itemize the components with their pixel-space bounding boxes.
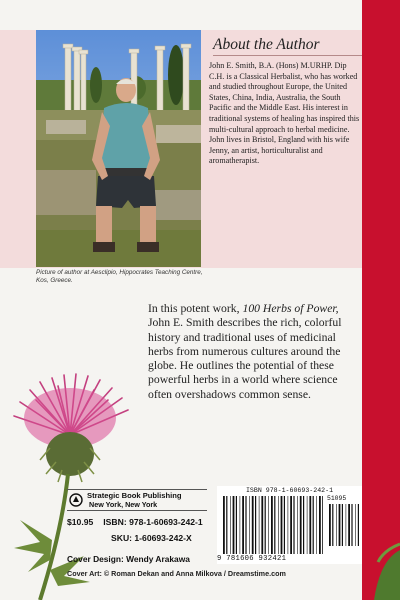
blurb-body: John E. Smith describes the rich, colorful history and traditional uses of medicinal herbs from numerous cultures around the globe. He outlines the potential of these powerful herbs in a world where science often overshadows common sense.	[148, 316, 342, 401]
book-title: 100 Herbs of Power,	[242, 302, 339, 315]
about-divider	[213, 55, 362, 56]
barcode-bars	[223, 496, 323, 554]
barcode-addon-bars	[329, 504, 359, 546]
publisher-logo-icon	[69, 493, 83, 507]
photo-caption: Picture of author at Aesclipio, Hippocrates Teaching Centre, Kos, Greece.	[36, 269, 203, 284]
leaf-decoration	[370, 540, 400, 600]
blurb-intro: In this potent work,	[148, 302, 243, 315]
publisher-box	[67, 489, 207, 511]
about-text: John E. Smith, B.A. (Hons) M.URHP. Dip C.H. is a Classical Herbalist, who has worked and studied throughout Europe, the United States, China, India, Australia, the South Pacific and the Middle East. His interest in traditional systems of healing has inspired this multi-cultural approach to herbal medicine. John lives in Bristol, England with his wife Jenny, an artist, horticulturalist and aromatherapist.	[209, 61, 360, 166]
publisher-name: Strategic Book Publishing	[87, 491, 182, 500]
thistle-illustration	[0, 370, 150, 600]
publisher-city: New York, New York	[89, 500, 158, 509]
book-blurb	[148, 302, 360, 402]
barcode-digits: 9 781606 932421	[217, 555, 287, 563]
price-isbn-row	[67, 517, 213, 527]
isbn-barcode	[217, 486, 362, 564]
isbn: ISBN: 978-1-60693-242-1	[103, 517, 203, 527]
barcode-isbn-label: ISBN 978-1-60693-242-1	[245, 487, 334, 494]
author-photo	[36, 30, 201, 267]
about-heading: About the Author	[213, 36, 320, 53]
cover-design-credit: Cover Design: Wendy Arakawa	[67, 554, 190, 564]
sku: SKU: 1-60693-242-X	[111, 533, 192, 543]
spine-stripe	[362, 0, 400, 600]
price: $10.95	[67, 517, 94, 527]
barcode-addon-number: 51095	[327, 495, 347, 502]
cover-art-credit: Cover Art: © Roman Dekan and Anna Milkova / Dreamstime.com	[67, 569, 286, 578]
